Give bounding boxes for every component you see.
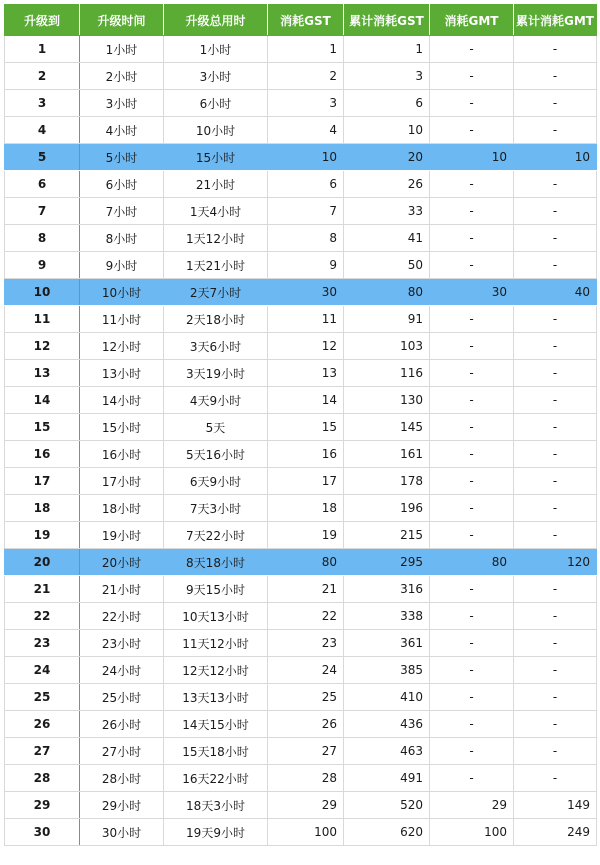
cell-cumulative-gst: 295 [344, 549, 430, 576]
cell-gst-cost: 9 [268, 252, 344, 279]
cell-cumulative-gst: 6 [344, 90, 430, 117]
cell-gst-cost: 7 [268, 198, 344, 225]
cell-cumulative-gst: 26 [344, 171, 430, 198]
cell-gst-cost: 22 [268, 603, 344, 630]
table-row [5, 90, 597, 117]
cell-cumulative-gmt: 10 [514, 144, 597, 171]
cell-upgrade-time: 11小时 [80, 306, 164, 333]
cell-cumulative-gmt: - [514, 117, 597, 144]
cell-gmt-cost: - [430, 198, 514, 225]
cell-cumulative-gmt: - [514, 711, 597, 738]
cell-cumulative-gmt: 40 [514, 279, 597, 306]
table-row [5, 576, 597, 603]
cell-level: 24 [5, 657, 80, 684]
cell-gmt-cost: - [430, 630, 514, 657]
cell-gst-cost: 1 [268, 36, 344, 63]
cell-upgrade-time: 4小时 [80, 117, 164, 144]
cell-gst-cost: 12 [268, 333, 344, 360]
cell-gmt-cost: - [430, 765, 514, 792]
cell-cumulative-gst: 178 [344, 468, 430, 495]
cell-gst-cost: 14 [268, 387, 344, 414]
cell-cumulative-gmt: - [514, 603, 597, 630]
table-row [5, 387, 597, 414]
cell-upgrade-time: 26小时 [80, 711, 164, 738]
cell-cumulative-gmt: - [514, 63, 597, 90]
cell-cumulative-gmt: - [514, 36, 597, 63]
cell-upgrade-time: 24小时 [80, 657, 164, 684]
cell-cumulative-gst: 361 [344, 630, 430, 657]
cell-gst-cost: 26 [268, 711, 344, 738]
cell-gst-cost: 18 [268, 495, 344, 522]
table-row [5, 684, 597, 711]
cell-cumulative-gst: 436 [344, 711, 430, 738]
cell-level: 9 [5, 252, 80, 279]
table-row [5, 198, 597, 225]
cell-cumulative-gst: 50 [344, 252, 430, 279]
cell-upgrade-time: 25小时 [80, 684, 164, 711]
cell-gst-cost: 100 [268, 819, 344, 846]
cell-total-time: 7天22小时 [164, 522, 268, 549]
cell-gst-cost: 17 [268, 468, 344, 495]
cell-cumulative-gmt: 120 [514, 549, 597, 576]
upgrade-cost-table [4, 4, 597, 846]
cell-total-time: 12天12小时 [164, 657, 268, 684]
cell-gst-cost: 6 [268, 171, 344, 198]
cell-upgrade-time: 22小时 [80, 603, 164, 630]
cell-total-time: 8天18小时 [164, 549, 268, 576]
table-row [5, 657, 597, 684]
cell-cumulative-gmt: - [514, 657, 597, 684]
cell-gst-cost: 2 [268, 63, 344, 90]
cell-level: 30 [5, 819, 80, 846]
header-total-time: 升级总用时 [164, 5, 268, 36]
header-gmt-cost: 消耗GMT [430, 5, 514, 36]
cell-level: 25 [5, 684, 80, 711]
cell-cumulative-gst: 338 [344, 603, 430, 630]
cell-level: 26 [5, 711, 80, 738]
cell-gst-cost: 23 [268, 630, 344, 657]
cell-gmt-cost: 30 [430, 279, 514, 306]
cell-cumulative-gst: 80 [344, 279, 430, 306]
header-level: 升级到 [5, 5, 80, 36]
cell-total-time: 1天12小时 [164, 225, 268, 252]
table-row [5, 36, 597, 63]
header-upgrade-time: 升级时间 [80, 5, 164, 36]
table-row [5, 603, 597, 630]
cell-cumulative-gmt: - [514, 684, 597, 711]
cell-upgrade-time: 10小时 [80, 279, 164, 306]
cell-cumulative-gst: 161 [344, 441, 430, 468]
cell-cumulative-gst: 620 [344, 819, 430, 846]
table-row [5, 306, 597, 333]
cell-level: 19 [5, 522, 80, 549]
table-body [5, 36, 597, 846]
cell-gmt-cost: - [430, 333, 514, 360]
cell-gst-cost: 30 [268, 279, 344, 306]
cell-cumulative-gst: 491 [344, 765, 430, 792]
cell-cumulative-gmt: - [514, 468, 597, 495]
cell-total-time: 13天13小时 [164, 684, 268, 711]
cell-gmt-cost: - [430, 711, 514, 738]
table-row [5, 225, 597, 252]
cell-gmt-cost: - [430, 252, 514, 279]
table-row [5, 279, 597, 306]
cell-total-time: 1小时 [164, 36, 268, 63]
cell-cumulative-gst: 20 [344, 144, 430, 171]
cell-level: 21 [5, 576, 80, 603]
cell-gmt-cost: - [430, 657, 514, 684]
cell-total-time: 6天9小时 [164, 468, 268, 495]
cell-cumulative-gst: 410 [344, 684, 430, 711]
cell-level: 13 [5, 360, 80, 387]
cell-gst-cost: 29 [268, 792, 344, 819]
table-row [5, 360, 597, 387]
cell-upgrade-time: 14小时 [80, 387, 164, 414]
cell-gmt-cost: - [430, 63, 514, 90]
cell-gmt-cost: - [430, 684, 514, 711]
cell-gst-cost: 13 [268, 360, 344, 387]
table-row [5, 171, 597, 198]
cell-gmt-cost: - [430, 117, 514, 144]
cell-upgrade-time: 8小时 [80, 225, 164, 252]
table-row [5, 333, 597, 360]
header-cumulative-gmt: 累计消耗GMT [514, 5, 597, 36]
cell-total-time: 14天15小时 [164, 711, 268, 738]
cell-gmt-cost: - [430, 90, 514, 117]
cell-upgrade-time: 29小时 [80, 792, 164, 819]
cell-total-time: 19天9小时 [164, 819, 268, 846]
cell-total-time: 11天12小时 [164, 630, 268, 657]
cell-gmt-cost: 80 [430, 549, 514, 576]
cell-level: 18 [5, 495, 80, 522]
table-row [5, 144, 597, 171]
cell-cumulative-gst: 316 [344, 576, 430, 603]
cell-cumulative-gst: 520 [344, 792, 430, 819]
table-row [5, 711, 597, 738]
cell-gmt-cost: - [430, 738, 514, 765]
cell-level: 16 [5, 441, 80, 468]
cell-upgrade-time: 27小时 [80, 738, 164, 765]
cell-total-time: 5天 [164, 414, 268, 441]
cell-upgrade-time: 6小时 [80, 171, 164, 198]
cell-upgrade-time: 17小时 [80, 468, 164, 495]
cell-level: 8 [5, 225, 80, 252]
cell-level: 17 [5, 468, 80, 495]
cell-cumulative-gst: 196 [344, 495, 430, 522]
cell-cumulative-gmt: - [514, 360, 597, 387]
cell-cumulative-gmt: - [514, 171, 597, 198]
cell-gmt-cost: - [430, 306, 514, 333]
cell-cumulative-gst: 1 [344, 36, 430, 63]
cell-level: 20 [5, 549, 80, 576]
cell-cumulative-gst: 463 [344, 738, 430, 765]
cell-upgrade-time: 16小时 [80, 441, 164, 468]
header-row [5, 5, 597, 36]
cell-total-time: 10小时 [164, 117, 268, 144]
cell-gst-cost: 11 [268, 306, 344, 333]
table-row [5, 792, 597, 819]
cell-gst-cost: 15 [268, 414, 344, 441]
cell-gmt-cost: - [430, 468, 514, 495]
cell-upgrade-time: 2小时 [80, 63, 164, 90]
table-row [5, 738, 597, 765]
cell-cumulative-gst: 103 [344, 333, 430, 360]
cell-level: 12 [5, 333, 80, 360]
cell-cumulative-gst: 41 [344, 225, 430, 252]
cell-upgrade-time: 3小时 [80, 90, 164, 117]
cell-gmt-cost: - [430, 225, 514, 252]
cell-level: 11 [5, 306, 80, 333]
table-row [5, 252, 597, 279]
cell-upgrade-time: 12小时 [80, 333, 164, 360]
cell-cumulative-gst: 116 [344, 360, 430, 387]
table-row [5, 630, 597, 657]
cell-cumulative-gmt: - [514, 252, 597, 279]
cell-level: 4 [5, 117, 80, 144]
cell-gmt-cost: 10 [430, 144, 514, 171]
cell-level: 6 [5, 171, 80, 198]
cell-cumulative-gmt: 249 [514, 819, 597, 846]
cell-total-time: 2天7小时 [164, 279, 268, 306]
cell-upgrade-time: 15小时 [80, 414, 164, 441]
cell-total-time: 3天6小时 [164, 333, 268, 360]
cell-gmt-cost: - [430, 495, 514, 522]
cell-upgrade-time: 7小时 [80, 198, 164, 225]
cell-total-time: 1天21小时 [164, 252, 268, 279]
cell-upgrade-time: 20小时 [80, 549, 164, 576]
cell-cumulative-gmt: - [514, 225, 597, 252]
cell-gst-cost: 3 [268, 90, 344, 117]
cell-upgrade-time: 30小时 [80, 819, 164, 846]
cell-cumulative-gmt: - [514, 441, 597, 468]
cell-upgrade-time: 9小时 [80, 252, 164, 279]
cell-cumulative-gst: 91 [344, 306, 430, 333]
cell-level: 29 [5, 792, 80, 819]
cell-cumulative-gst: 3 [344, 63, 430, 90]
cell-gst-cost: 27 [268, 738, 344, 765]
cell-cumulative-gmt: - [514, 765, 597, 792]
cell-cumulative-gmt: - [514, 333, 597, 360]
cell-upgrade-time: 21小时 [80, 576, 164, 603]
cell-total-time: 7天3小时 [164, 495, 268, 522]
cell-level: 3 [5, 90, 80, 117]
table-row [5, 414, 597, 441]
cell-cumulative-gmt: - [514, 630, 597, 657]
cell-total-time: 4天9小时 [164, 387, 268, 414]
cell-gst-cost: 25 [268, 684, 344, 711]
cell-gmt-cost: - [430, 603, 514, 630]
cell-gmt-cost: 100 [430, 819, 514, 846]
cell-gst-cost: 8 [268, 225, 344, 252]
cell-level: 22 [5, 603, 80, 630]
table-row [5, 819, 597, 846]
cell-cumulative-gmt: - [514, 387, 597, 414]
cell-cumulative-gst: 215 [344, 522, 430, 549]
cell-gst-cost: 10 [268, 144, 344, 171]
cell-total-time: 21小时 [164, 171, 268, 198]
cell-level: 27 [5, 738, 80, 765]
cell-cumulative-gmt: - [514, 576, 597, 603]
cell-cumulative-gst: 145 [344, 414, 430, 441]
table-row [5, 522, 597, 549]
table-row [5, 441, 597, 468]
cell-gmt-cost: 29 [430, 792, 514, 819]
cell-cumulative-gmt: - [514, 414, 597, 441]
cell-gst-cost: 19 [268, 522, 344, 549]
cell-total-time: 18天3小时 [164, 792, 268, 819]
cell-total-time: 16天22小时 [164, 765, 268, 792]
cell-level: 5 [5, 144, 80, 171]
header-cumulative-gst: 累计消耗GST [344, 5, 430, 36]
cell-cumulative-gmt: - [514, 90, 597, 117]
cell-gmt-cost: - [430, 441, 514, 468]
cell-cumulative-gst: 10 [344, 117, 430, 144]
cell-level: 28 [5, 765, 80, 792]
cell-total-time: 6小时 [164, 90, 268, 117]
cell-gmt-cost: - [430, 576, 514, 603]
cell-cumulative-gmt: - [514, 522, 597, 549]
cell-level: 14 [5, 387, 80, 414]
cell-upgrade-time: 28小时 [80, 765, 164, 792]
cell-gmt-cost: - [430, 36, 514, 63]
cell-total-time: 3小时 [164, 63, 268, 90]
table-row [5, 549, 597, 576]
cell-gst-cost: 21 [268, 576, 344, 603]
cell-cumulative-gst: 33 [344, 198, 430, 225]
table-row [5, 63, 597, 90]
cell-level: 15 [5, 414, 80, 441]
cell-upgrade-time: 23小时 [80, 630, 164, 657]
cell-total-time: 15小时 [164, 144, 268, 171]
cell-gst-cost: 28 [268, 765, 344, 792]
table-row [5, 765, 597, 792]
cell-total-time: 9天15小时 [164, 576, 268, 603]
cell-gmt-cost: - [430, 387, 514, 414]
cell-upgrade-time: 18小时 [80, 495, 164, 522]
cell-gmt-cost: - [430, 414, 514, 441]
cell-total-time: 2天18小时 [164, 306, 268, 333]
cell-gst-cost: 80 [268, 549, 344, 576]
header-gst-cost: 消耗GST [268, 5, 344, 36]
cell-level: 2 [5, 63, 80, 90]
cell-total-time: 10天13小时 [164, 603, 268, 630]
cell-gst-cost: 16 [268, 441, 344, 468]
cell-gmt-cost: - [430, 171, 514, 198]
cell-upgrade-time: 19小时 [80, 522, 164, 549]
cell-level: 23 [5, 630, 80, 657]
upgrade-table-container [4, 4, 596, 846]
cell-cumulative-gmt: - [514, 738, 597, 765]
table-header [5, 5, 597, 36]
cell-gmt-cost: - [430, 522, 514, 549]
cell-total-time: 5天16小时 [164, 441, 268, 468]
cell-total-time: 3天19小时 [164, 360, 268, 387]
cell-gmt-cost: - [430, 360, 514, 387]
table-row [5, 495, 597, 522]
cell-level: 1 [5, 36, 80, 63]
cell-level: 10 [5, 279, 80, 306]
table-row [5, 468, 597, 495]
table-row [5, 117, 597, 144]
cell-gst-cost: 24 [268, 657, 344, 684]
cell-level: 7 [5, 198, 80, 225]
cell-gst-cost: 4 [268, 117, 344, 144]
cell-upgrade-time: 5小时 [80, 144, 164, 171]
cell-cumulative-gmt: - [514, 306, 597, 333]
cell-cumulative-gmt: 149 [514, 792, 597, 819]
cell-cumulative-gst: 385 [344, 657, 430, 684]
cell-total-time: 1天4小时 [164, 198, 268, 225]
cell-upgrade-time: 1小时 [80, 36, 164, 63]
cell-cumulative-gmt: - [514, 198, 597, 225]
cell-total-time: 15天18小时 [164, 738, 268, 765]
cell-cumulative-gmt: - [514, 495, 597, 522]
cell-upgrade-time: 13小时 [80, 360, 164, 387]
cell-cumulative-gst: 130 [344, 387, 430, 414]
